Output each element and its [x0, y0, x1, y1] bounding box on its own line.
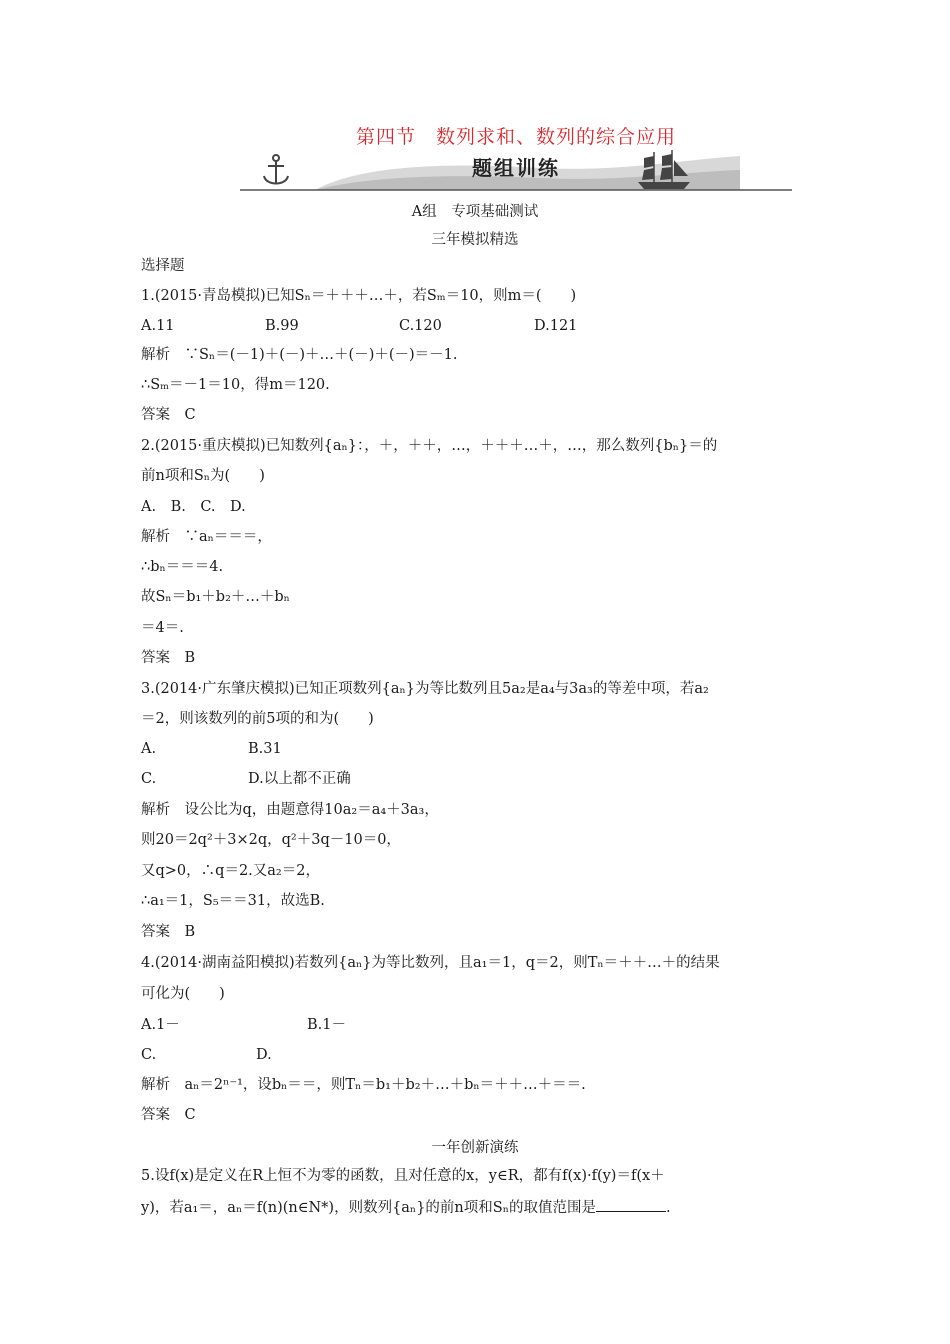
q5-stem: 5.设f(x)是定义在R上恒不为零的函数，且对任意的x，y∈R，都有f(x)·f(y)＝f(x＋ — [141, 1168, 665, 1184]
q4-option-c: C. — [141, 1047, 157, 1063]
q1-option-a: A.11 — [141, 318, 175, 334]
q2-analysis: 解析 ∵aₙ＝＝＝， — [141, 529, 272, 545]
q3-analysis-3: 又q>0，∴q＝2.又a₂＝2， — [141, 863, 320, 879]
q3-stem-2: ＝2，则该数列的前5项的和为( ) — [141, 711, 374, 727]
q4-analysis: 解析 aₙ＝2ⁿ⁻¹，设bₙ＝＝，则Tₙ＝b₁＋b₂＋…＋bₙ＝＋＋…＋＝＝. — [141, 1077, 586, 1093]
q2-answer: 答案 B — [141, 650, 196, 666]
q1-stem: 1.(2015·青岛模拟)已知Sₙ＝＋＋＋…＋，若Sₘ＝10，则m＝( ) — [141, 288, 577, 304]
banner-label: 题组训练 — [472, 156, 560, 180]
subsection-heading: 三年模拟精选 — [431, 232, 519, 248]
q1-option-b: B.99 — [265, 318, 299, 334]
q4-option-a: A.1－ — [141, 1017, 180, 1033]
q3-option-a: A. — [141, 741, 157, 757]
q4-option-b: B.1－ — [307, 1017, 346, 1033]
page-header — [240, 118, 792, 194]
q5-stem-2-text: y)，若a₁＝，aₙ＝f(n)(n∈N*)，则数列{aₙ}的前n项和Sₙ的取值范围是 — [141, 1200, 596, 1216]
q4-stem: 4.(2014·湖南益阳模拟)若数列{aₙ}为等比数列，且a₁＝1，q＝2，则Tₙ＝＋＋…＋的结果 — [141, 955, 720, 971]
q1-analysis: 解析 ∵Sₙ＝(－1)＋(－)＋…＋(－)＋(－)＝－1. — [141, 347, 458, 363]
q2-analysis-3: 故Sₙ＝b₁＋b₂＋…＋bₙ — [141, 589, 290, 605]
q3-analysis-4: ∴a₁＝1，S₅＝＝31，故选B. — [141, 893, 325, 909]
q1-analysis-2: ∴Sₘ＝－1＝10，得m＝120. — [141, 377, 330, 393]
q4-stem-2: 可化为( ) — [141, 986, 225, 1002]
q1-answer: 答案 C — [141, 407, 196, 423]
q3-option-b: B.31 — [248, 741, 282, 757]
q3-option-c: C. — [141, 771, 157, 787]
q5-stem-2-end: . — [665, 1200, 671, 1216]
subsection-heading-2: 一年创新演练 — [431, 1140, 519, 1156]
group-heading: A组 专项基础测试 — [411, 204, 539, 220]
q2-stem-2: 前n项和Sₙ为( ) — [141, 468, 265, 484]
q5-stem-2 — [141, 1197, 671, 1218]
q2-options: A. B. C. D. — [141, 499, 246, 515]
q2-stem: 2.(2015·重庆模拟)已知数列{aₙ}：，＋，＋＋，…，＋＋＋…＋，…，那么数列{bₙ}＝的 — [141, 438, 718, 454]
q2-analysis-2: ∴bₙ＝＝＝4. — [141, 559, 224, 575]
q1-option-d: D.121 — [534, 318, 578, 334]
q3-analysis-2: 则20＝2q²＋3×2q，q²＋3q－10＝0， — [141, 832, 401, 848]
q3-analysis: 解析 设公比为q，由题意得10a₂＝a₄＋3a₃， — [141, 802, 439, 818]
answer-blank — [596, 1197, 666, 1212]
q3-stem: 3.(2014·广东肇庆模拟)已知正项数列{aₙ}为等比数列且5a₂是a₄与3a₃的等差中项，若a₂ — [141, 681, 709, 697]
question-type: 选择题 — [141, 258, 185, 274]
q1-option-c: C.120 — [399, 318, 442, 334]
q2-analysis-4: ＝4＝. — [141, 620, 184, 636]
q3-option-d: D.以上都不正确 — [248, 771, 351, 787]
q4-answer: 答案 C — [141, 1107, 196, 1123]
section-title: 第四节 数列求和、数列的综合应用 — [355, 126, 676, 148]
q4-option-d: D. — [256, 1047, 272, 1063]
q3-answer: 答案 B — [141, 924, 196, 940]
